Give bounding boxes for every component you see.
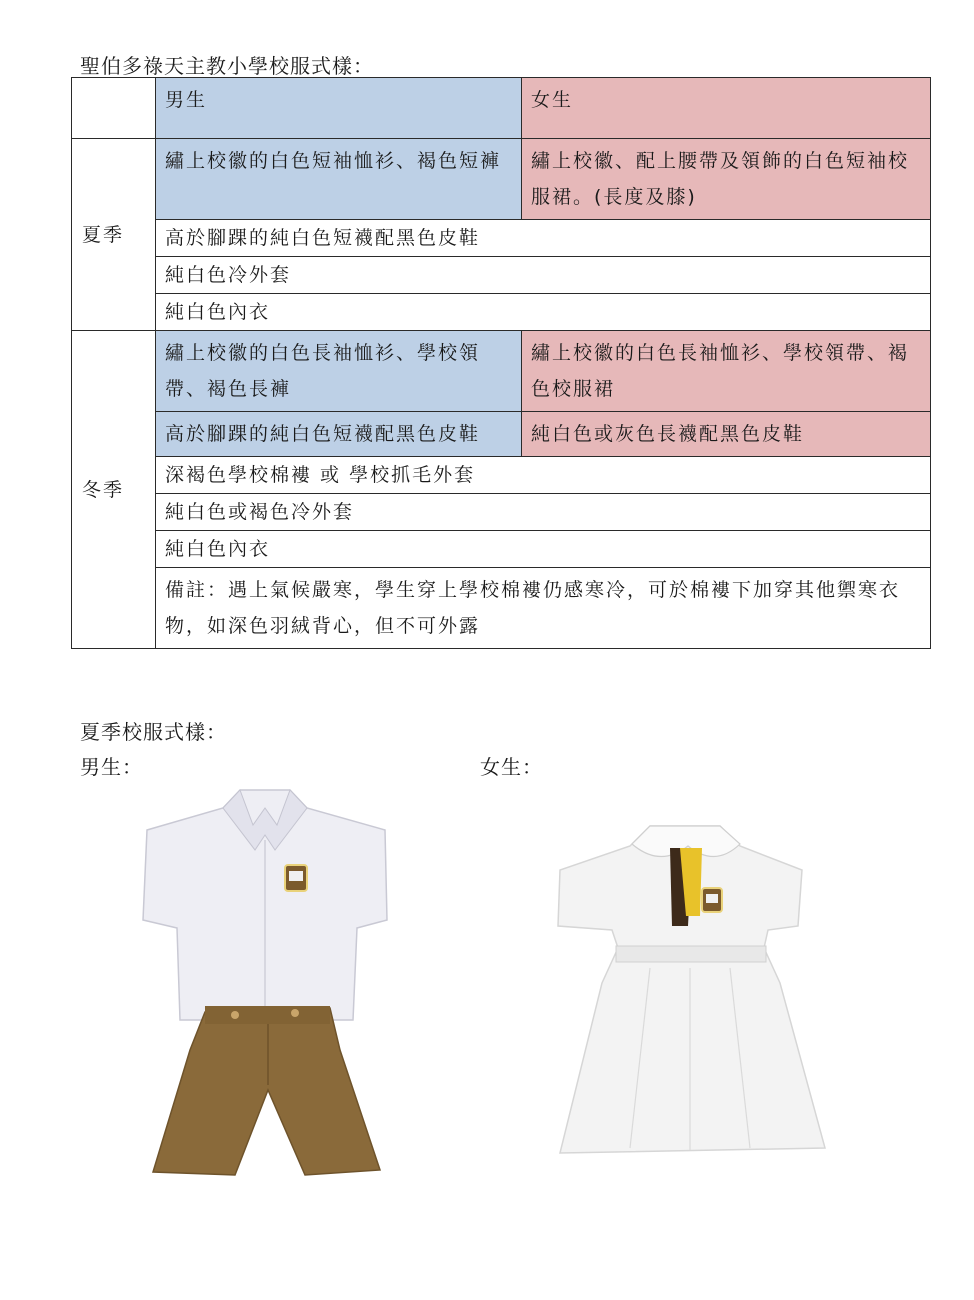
header-empty-cell — [72, 78, 156, 139]
summer-label: 夏季 — [72, 139, 156, 331]
summer-cardigan-row — [72, 257, 931, 294]
header-boys: 男生 — [156, 78, 522, 139]
winter-cardigan: 純白色或褐色冷外套 — [156, 494, 931, 531]
winter-boys-main: 繡上校徽的白色長袖恤衫、學校領帶、褐色長褲 — [156, 331, 522, 412]
header-row — [72, 78, 931, 139]
header-girls: 女生 — [522, 78, 931, 139]
winter-jacket-row — [72, 457, 931, 494]
summer-boys-main: 繡上校徽的白色短袖恤衫、褐色短褲 — [156, 139, 522, 220]
girls-photo-label: 女生： — [480, 755, 543, 779]
summer-socks-row — [72, 220, 931, 257]
girls-sash-icon — [670, 848, 702, 926]
summer-main-row — [72, 139, 931, 220]
summer-underwear: 純白色內衣 — [156, 294, 931, 331]
winter-note-row — [72, 568, 931, 649]
boys-uniform-photo — [135, 780, 395, 1180]
girls-badge-icon — [702, 888, 722, 912]
winter-girls-socks: 純白色或灰色長襪配黑色皮鞋 — [522, 412, 931, 457]
summer-girls-main: 繡上校徽、配上腰帶及領飾的白色短袖校服裙。(長度及膝) — [522, 139, 931, 220]
boys-uniform-illustration — [135, 780, 395, 1180]
boys-photo-label: 男生： — [80, 755, 143, 779]
winter-label: 冬季 — [72, 331, 156, 649]
girls-uniform-photo — [540, 808, 840, 1168]
girls-uniform-illustration — [540, 808, 840, 1168]
boys-shorts — [153, 1008, 380, 1175]
winter-jacket: 深褐色學校棉褸 或 學校抓毛外套 — [156, 457, 931, 494]
winter-main-row — [72, 331, 931, 412]
winter-girls-main: 繡上校徽的白色長袖恤衫、學校領帶、褐色校服裙 — [522, 331, 931, 412]
summer-underwear-row — [72, 294, 931, 331]
summer-photos-heading: 夏季校服式樣： — [80, 720, 227, 744]
uniform-table — [71, 77, 931, 649]
winter-socks-row — [72, 412, 931, 457]
winter-note: 備註：遇上氣候嚴寒，學生穿上學校棉褸仍感寒冷，可於棉褸下加穿其他禦寒衣物，如深色羽絨背心，但不可外露 — [156, 568, 931, 649]
winter-underwear-row — [72, 531, 931, 568]
summer-socks: 高於腳踝的純白色短襪配黑色皮鞋 — [156, 220, 931, 257]
winter-underwear: 純白色內衣 — [156, 531, 931, 568]
winter-cardigan-row — [72, 494, 931, 531]
document-title: 聖伯多祿天主教小學校服式樣： — [80, 54, 374, 78]
summer-cardigan: 純白色冷外套 — [156, 257, 931, 294]
winter-boys-socks: 高於腳踝的純白色短襪配黑色皮鞋 — [156, 412, 522, 457]
boys-badge-icon — [285, 865, 307, 891]
